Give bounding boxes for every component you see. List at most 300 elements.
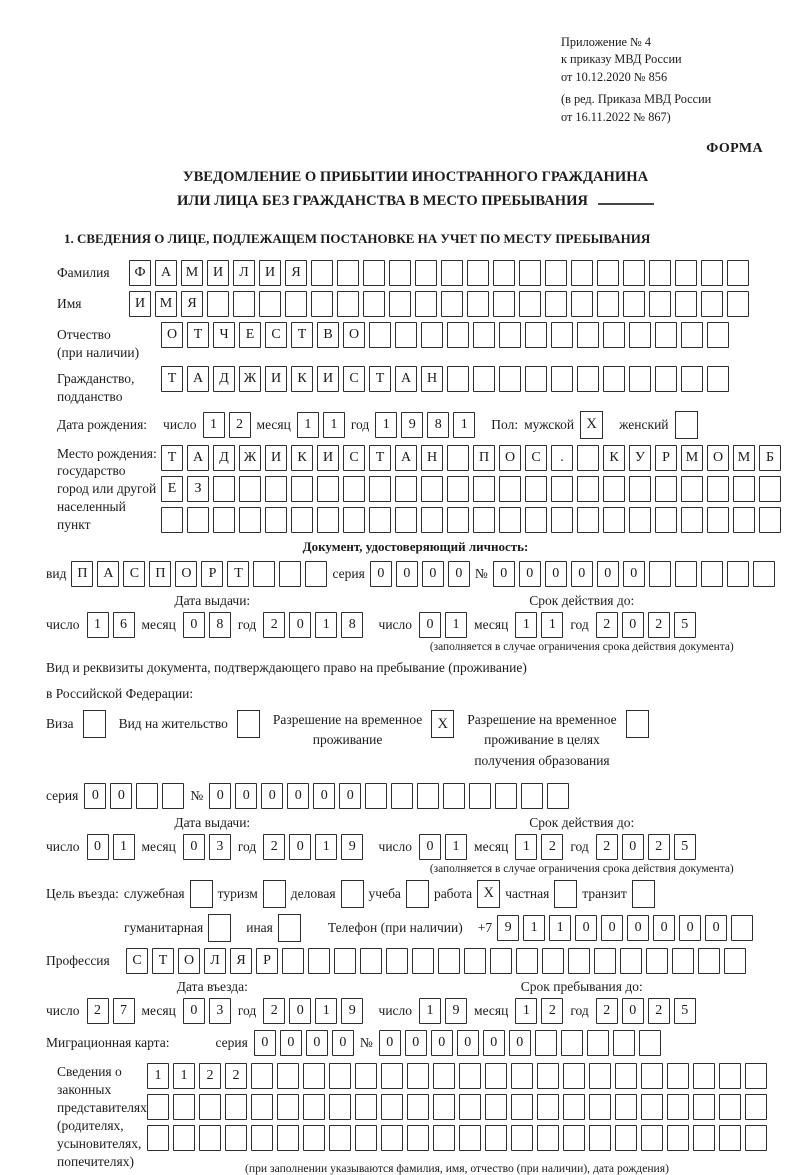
char-cell[interactable] <box>589 1094 611 1120</box>
char-cell[interactable] <box>355 1094 377 1120</box>
char-cell[interactable] <box>265 476 287 502</box>
char-cell[interactable]: 2 <box>263 998 285 1024</box>
char-cell[interactable] <box>282 948 304 974</box>
char-cell[interactable]: 0 <box>431 1030 453 1056</box>
char-cell[interactable] <box>681 322 703 348</box>
char-cell[interactable] <box>745 1063 767 1089</box>
char-cell[interactable] <box>412 948 434 974</box>
char-cell[interactable] <box>719 1063 741 1089</box>
char-cell[interactable] <box>365 783 387 809</box>
char-cell[interactable] <box>537 1125 559 1151</box>
char-cell[interactable] <box>641 1094 663 1120</box>
char-cell[interactable] <box>447 322 469 348</box>
char-cell[interactable]: 1 <box>445 612 467 638</box>
char-cell[interactable] <box>693 1125 715 1151</box>
char-cell[interactable]: А <box>187 366 209 392</box>
char-cell[interactable] <box>395 507 417 533</box>
char-cell[interactable]: М <box>733 445 755 471</box>
char-cell[interactable]: И <box>317 445 339 471</box>
char-cell[interactable] <box>447 366 469 392</box>
char-cell[interactable] <box>305 561 327 587</box>
male-checkbox[interactable]: X <box>580 411 603 439</box>
char-cell[interactable] <box>493 260 515 286</box>
char-cell[interactable] <box>485 1063 507 1089</box>
char-cell[interactable]: И <box>129 291 151 317</box>
char-cell[interactable]: О <box>175 561 197 587</box>
char-cell[interactable]: А <box>395 445 417 471</box>
char-cell[interactable] <box>303 1063 325 1089</box>
char-cell[interactable] <box>639 1030 661 1056</box>
char-cell[interactable] <box>473 366 495 392</box>
char-cell[interactable] <box>649 561 671 587</box>
char-cell[interactable]: А <box>155 260 177 286</box>
char-cell[interactable] <box>433 1063 455 1089</box>
char-cell[interactable] <box>433 1094 455 1120</box>
char-cell[interactable]: Л <box>233 260 255 286</box>
char-cell[interactable] <box>701 260 723 286</box>
purpose-humanitarian-checkbox[interactable] <box>208 914 231 942</box>
char-cell[interactable]: 0 <box>332 1030 354 1056</box>
char-cell[interactable]: 2 <box>541 834 563 860</box>
char-cell[interactable]: 0 <box>601 915 623 941</box>
char-cell[interactable] <box>571 291 593 317</box>
char-cell[interactable] <box>655 322 677 348</box>
char-cell[interactable] <box>173 1094 195 1120</box>
char-cell[interactable] <box>441 291 463 317</box>
char-cell[interactable]: 0 <box>289 612 311 638</box>
char-cell[interactable]: 0 <box>545 561 567 587</box>
char-cell[interactable]: А <box>187 445 209 471</box>
char-cell[interactable] <box>303 1094 325 1120</box>
char-cell[interactable]: 0 <box>396 561 418 587</box>
char-cell[interactable]: 0 <box>448 561 470 587</box>
char-cell[interactable]: 0 <box>509 1030 531 1056</box>
char-cell[interactable]: 3 <box>209 998 231 1024</box>
char-cell[interactable] <box>199 1125 221 1151</box>
char-cell[interactable]: Т <box>369 366 391 392</box>
char-cell[interactable] <box>253 561 275 587</box>
char-cell[interactable] <box>337 260 359 286</box>
char-cell[interactable] <box>545 291 567 317</box>
char-cell[interactable]: С <box>343 445 365 471</box>
char-cell[interactable]: 3 <box>209 834 231 860</box>
char-cell[interactable]: В <box>317 322 339 348</box>
char-cell[interactable] <box>407 1125 429 1151</box>
residence-permit-checkbox[interactable] <box>237 710 260 738</box>
char-cell[interactable]: М <box>155 291 177 317</box>
char-cell[interactable] <box>753 561 775 587</box>
char-cell[interactable]: П <box>149 561 171 587</box>
char-cell[interactable]: М <box>181 260 203 286</box>
char-cell[interactable]: И <box>207 260 229 286</box>
char-cell[interactable]: С <box>123 561 145 587</box>
char-cell[interactable] <box>693 1094 715 1120</box>
char-cell[interactable] <box>415 260 437 286</box>
char-cell[interactable]: 0 <box>287 783 309 809</box>
char-cell[interactable] <box>613 1030 635 1056</box>
char-cell[interactable] <box>615 1063 637 1089</box>
char-cell[interactable] <box>277 1063 299 1089</box>
char-cell[interactable] <box>667 1094 689 1120</box>
char-cell[interactable]: 2 <box>596 834 618 860</box>
char-cell[interactable]: 0 <box>679 915 701 941</box>
char-cell[interactable]: 0 <box>289 998 311 1024</box>
char-cell[interactable] <box>537 1094 559 1120</box>
char-cell[interactable] <box>727 291 749 317</box>
char-cell[interactable]: 1 <box>523 915 545 941</box>
char-cell[interactable] <box>655 366 677 392</box>
char-cell[interactable]: Я <box>181 291 203 317</box>
char-cell[interactable] <box>485 1094 507 1120</box>
char-cell[interactable]: 2 <box>596 998 618 1024</box>
char-cell[interactable] <box>381 1125 403 1151</box>
char-cell[interactable]: 1 <box>375 412 397 438</box>
char-cell[interactable]: 0 <box>209 783 231 809</box>
char-cell[interactable]: 2 <box>596 612 618 638</box>
char-cell[interactable] <box>733 476 755 502</box>
char-cell[interactable] <box>199 1094 221 1120</box>
char-cell[interactable]: 7 <box>113 998 135 1024</box>
visa-checkbox[interactable] <box>83 710 106 738</box>
char-cell[interactable]: 1 <box>445 834 467 860</box>
char-cell[interactable] <box>701 561 723 587</box>
char-cell[interactable] <box>551 322 573 348</box>
char-cell[interactable] <box>525 322 547 348</box>
char-cell[interactable]: О <box>178 948 200 974</box>
char-cell[interactable]: П <box>71 561 93 587</box>
char-cell[interactable]: 1 <box>315 998 337 1024</box>
char-cell[interactable] <box>355 1125 377 1151</box>
char-cell[interactable]: 0 <box>457 1030 479 1056</box>
char-cell[interactable] <box>629 476 651 502</box>
char-cell[interactable] <box>629 322 651 348</box>
char-cell[interactable]: Т <box>369 445 391 471</box>
char-cell[interactable] <box>329 1125 351 1151</box>
purpose-business-checkbox[interactable] <box>341 880 364 908</box>
char-cell[interactable] <box>519 260 541 286</box>
char-cell[interactable]: 0 <box>235 783 257 809</box>
char-cell[interactable]: Ч <box>213 322 235 348</box>
char-cell[interactable] <box>485 1125 507 1151</box>
char-cell[interactable] <box>568 948 590 974</box>
char-cell[interactable] <box>577 322 599 348</box>
char-cell[interactable]: Ф <box>129 260 151 286</box>
char-cell[interactable]: О <box>499 445 521 471</box>
char-cell[interactable] <box>389 291 411 317</box>
char-cell[interactable] <box>629 366 651 392</box>
char-cell[interactable]: Т <box>291 322 313 348</box>
char-cell[interactable] <box>499 507 521 533</box>
char-cell[interactable]: М <box>681 445 703 471</box>
char-cell[interactable] <box>603 476 625 502</box>
char-cell[interactable] <box>369 322 391 348</box>
char-cell[interactable]: И <box>259 260 281 286</box>
char-cell[interactable]: У <box>629 445 651 471</box>
char-cell[interactable]: О <box>161 322 183 348</box>
char-cell[interactable]: 0 <box>627 915 649 941</box>
char-cell[interactable] <box>441 260 463 286</box>
temp-residence-checkbox[interactable]: X <box>431 710 454 738</box>
char-cell[interactable] <box>603 322 625 348</box>
char-cell[interactable] <box>225 1094 247 1120</box>
char-cell[interactable]: 0 <box>493 561 515 587</box>
char-cell[interactable] <box>525 366 547 392</box>
char-cell[interactable]: 8 <box>427 412 449 438</box>
char-cell[interactable] <box>447 445 469 471</box>
char-cell[interactable] <box>577 366 599 392</box>
char-cell[interactable]: 2 <box>87 998 109 1024</box>
char-cell[interactable]: 0 <box>280 1030 302 1056</box>
char-cell[interactable]: 0 <box>705 915 727 941</box>
char-cell[interactable] <box>421 507 443 533</box>
char-cell[interactable] <box>629 507 651 533</box>
char-cell[interactable]: 1 <box>515 834 537 860</box>
char-cell[interactable] <box>251 1125 273 1151</box>
char-cell[interactable]: 8 <box>341 612 363 638</box>
char-cell[interactable]: Н <box>421 366 443 392</box>
char-cell[interactable] <box>577 476 599 502</box>
char-cell[interactable] <box>535 1030 557 1056</box>
char-cell[interactable] <box>407 1063 429 1089</box>
char-cell[interactable]: 1 <box>515 612 537 638</box>
char-cell[interactable]: Т <box>161 366 183 392</box>
char-cell[interactable] <box>707 366 729 392</box>
char-cell[interactable] <box>469 783 491 809</box>
char-cell[interactable]: Р <box>256 948 278 974</box>
char-cell[interactable] <box>225 1125 247 1151</box>
char-cell[interactable]: 0 <box>623 561 645 587</box>
char-cell[interactable] <box>641 1125 663 1151</box>
char-cell[interactable] <box>701 291 723 317</box>
char-cell[interactable] <box>655 476 677 502</box>
char-cell[interactable]: 0 <box>405 1030 427 1056</box>
char-cell[interactable]: 0 <box>306 1030 328 1056</box>
char-cell[interactable]: 2 <box>541 998 563 1024</box>
char-cell[interactable]: 2 <box>648 998 670 1024</box>
char-cell[interactable] <box>681 366 703 392</box>
char-cell[interactable]: 1 <box>113 834 135 860</box>
char-cell[interactable]: 1 <box>541 612 563 638</box>
char-cell[interactable] <box>495 783 517 809</box>
char-cell[interactable]: 0 <box>370 561 392 587</box>
char-cell[interactable] <box>731 915 753 941</box>
char-cell[interactable] <box>499 322 521 348</box>
char-cell[interactable]: К <box>603 445 625 471</box>
char-cell[interactable]: 0 <box>419 612 441 638</box>
char-cell[interactable] <box>147 1094 169 1120</box>
char-cell[interactable] <box>415 291 437 317</box>
char-cell[interactable] <box>421 322 443 348</box>
temp-residence-education-checkbox[interactable] <box>626 710 649 738</box>
char-cell[interactable] <box>542 948 564 974</box>
char-cell[interactable] <box>594 948 616 974</box>
char-cell[interactable] <box>655 507 677 533</box>
char-cell[interactable] <box>473 476 495 502</box>
char-cell[interactable]: 0 <box>289 834 311 860</box>
char-cell[interactable] <box>745 1094 767 1120</box>
char-cell[interactable]: 9 <box>401 412 423 438</box>
char-cell[interactable] <box>597 260 619 286</box>
char-cell[interactable] <box>675 561 697 587</box>
char-cell[interactable]: С <box>126 948 148 974</box>
char-cell[interactable] <box>563 1125 585 1151</box>
char-cell[interactable] <box>291 476 313 502</box>
char-cell[interactable]: Б <box>759 445 781 471</box>
char-cell[interactable] <box>499 476 521 502</box>
char-cell[interactable]: Т <box>152 948 174 974</box>
char-cell[interactable]: 6 <box>113 612 135 638</box>
char-cell[interactable] <box>667 1125 689 1151</box>
char-cell[interactable]: Т <box>227 561 249 587</box>
char-cell[interactable] <box>303 1125 325 1151</box>
purpose-private-checkbox[interactable] <box>554 880 577 908</box>
char-cell[interactable] <box>707 507 729 533</box>
char-cell[interactable] <box>724 948 746 974</box>
char-cell[interactable] <box>467 260 489 286</box>
char-cell[interactable] <box>525 507 547 533</box>
char-cell[interactable]: К <box>291 366 313 392</box>
char-cell[interactable]: 0 <box>622 612 644 638</box>
char-cell[interactable] <box>597 291 619 317</box>
char-cell[interactable]: 0 <box>110 783 132 809</box>
char-cell[interactable] <box>516 948 538 974</box>
char-cell[interactable] <box>693 1063 715 1089</box>
char-cell[interactable] <box>464 948 486 974</box>
char-cell[interactable]: 9 <box>341 998 363 1024</box>
char-cell[interactable] <box>521 783 543 809</box>
char-cell[interactable]: Я <box>285 260 307 286</box>
char-cell[interactable] <box>561 1030 583 1056</box>
char-cell[interactable] <box>511 1125 533 1151</box>
char-cell[interactable]: Н <box>421 445 443 471</box>
char-cell[interactable] <box>603 366 625 392</box>
char-cell[interactable] <box>589 1063 611 1089</box>
char-cell[interactable]: Ж <box>239 445 261 471</box>
char-cell[interactable] <box>615 1125 637 1151</box>
char-cell[interactable]: 5 <box>674 834 696 860</box>
char-cell[interactable]: 0 <box>483 1030 505 1056</box>
char-cell[interactable]: 0 <box>653 915 675 941</box>
char-cell[interactable] <box>571 260 593 286</box>
char-cell[interactable] <box>459 1125 481 1151</box>
char-cell[interactable] <box>389 260 411 286</box>
char-cell[interactable]: А <box>97 561 119 587</box>
char-cell[interactable] <box>603 507 625 533</box>
char-cell[interactable]: 0 <box>183 998 205 1024</box>
char-cell[interactable] <box>707 476 729 502</box>
char-cell[interactable] <box>239 476 261 502</box>
char-cell[interactable]: 2 <box>648 612 670 638</box>
char-cell[interactable] <box>727 260 749 286</box>
char-cell[interactable] <box>511 1063 533 1089</box>
char-cell[interactable] <box>391 783 413 809</box>
char-cell[interactable] <box>291 507 313 533</box>
char-cell[interactable]: 1 <box>297 412 319 438</box>
char-cell[interactable]: И <box>317 366 339 392</box>
char-cell[interactable]: О <box>707 445 729 471</box>
char-cell[interactable] <box>551 507 573 533</box>
char-cell[interactable] <box>459 1094 481 1120</box>
char-cell[interactable]: 2 <box>199 1063 221 1089</box>
char-cell[interactable]: 1 <box>315 834 337 860</box>
char-cell[interactable]: Т <box>161 445 183 471</box>
char-cell[interactable] <box>681 476 703 502</box>
char-cell[interactable]: Р <box>655 445 677 471</box>
char-cell[interactable] <box>417 783 439 809</box>
char-cell[interactable]: 0 <box>254 1030 276 1056</box>
char-cell[interactable] <box>537 1063 559 1089</box>
char-cell[interactable] <box>277 1094 299 1120</box>
char-cell[interactable] <box>473 322 495 348</box>
char-cell[interactable] <box>187 507 209 533</box>
char-cell[interactable] <box>369 476 391 502</box>
purpose-official-checkbox[interactable] <box>190 880 213 908</box>
char-cell[interactable]: И <box>265 366 287 392</box>
char-cell[interactable] <box>381 1063 403 1089</box>
char-cell[interactable]: О <box>343 322 365 348</box>
char-cell[interactable] <box>317 476 339 502</box>
char-cell[interactable] <box>447 507 469 533</box>
char-cell[interactable]: С <box>343 366 365 392</box>
char-cell[interactable]: 0 <box>575 915 597 941</box>
char-cell[interactable] <box>759 476 781 502</box>
char-cell[interactable]: 0 <box>422 561 444 587</box>
char-cell[interactable]: 0 <box>622 834 644 860</box>
char-cell[interactable] <box>698 948 720 974</box>
char-cell[interactable] <box>727 561 749 587</box>
char-cell[interactable]: 0 <box>571 561 593 587</box>
char-cell[interactable] <box>343 507 365 533</box>
char-cell[interactable] <box>381 1094 403 1120</box>
char-cell[interactable] <box>277 1125 299 1151</box>
char-cell[interactable] <box>363 260 385 286</box>
char-cell[interactable] <box>343 476 365 502</box>
purpose-work-checkbox[interactable]: X <box>477 880 500 908</box>
char-cell[interactable] <box>334 948 356 974</box>
char-cell[interactable]: 0 <box>183 834 205 860</box>
char-cell[interactable] <box>649 260 671 286</box>
female-checkbox[interactable] <box>675 411 698 439</box>
char-cell[interactable] <box>395 476 417 502</box>
char-cell[interactable] <box>675 260 697 286</box>
char-cell[interactable]: 9 <box>445 998 467 1024</box>
char-cell[interactable] <box>265 507 287 533</box>
char-cell[interactable] <box>459 1063 481 1089</box>
char-cell[interactable]: 5 <box>674 998 696 1024</box>
char-cell[interactable]: З <box>187 476 209 502</box>
char-cell[interactable] <box>311 291 333 317</box>
char-cell[interactable]: 0 <box>261 783 283 809</box>
char-cell[interactable] <box>672 948 694 974</box>
char-cell[interactable]: И <box>265 445 287 471</box>
char-cell[interactable] <box>681 507 703 533</box>
char-cell[interactable] <box>395 322 417 348</box>
char-cell[interactable]: С <box>525 445 547 471</box>
char-cell[interactable]: А <box>395 366 417 392</box>
char-cell[interactable] <box>519 291 541 317</box>
char-cell[interactable]: 1 <box>419 998 441 1024</box>
char-cell[interactable]: С <box>265 322 287 348</box>
char-cell[interactable] <box>675 291 697 317</box>
char-cell[interactable]: 0 <box>87 834 109 860</box>
char-cell[interactable] <box>162 783 184 809</box>
char-cell[interactable]: Д <box>213 366 235 392</box>
purpose-other-checkbox[interactable] <box>278 914 301 942</box>
char-cell[interactable]: 2 <box>225 1063 247 1089</box>
char-cell[interactable] <box>589 1125 611 1151</box>
char-cell[interactable] <box>667 1063 689 1089</box>
char-cell[interactable] <box>438 948 460 974</box>
